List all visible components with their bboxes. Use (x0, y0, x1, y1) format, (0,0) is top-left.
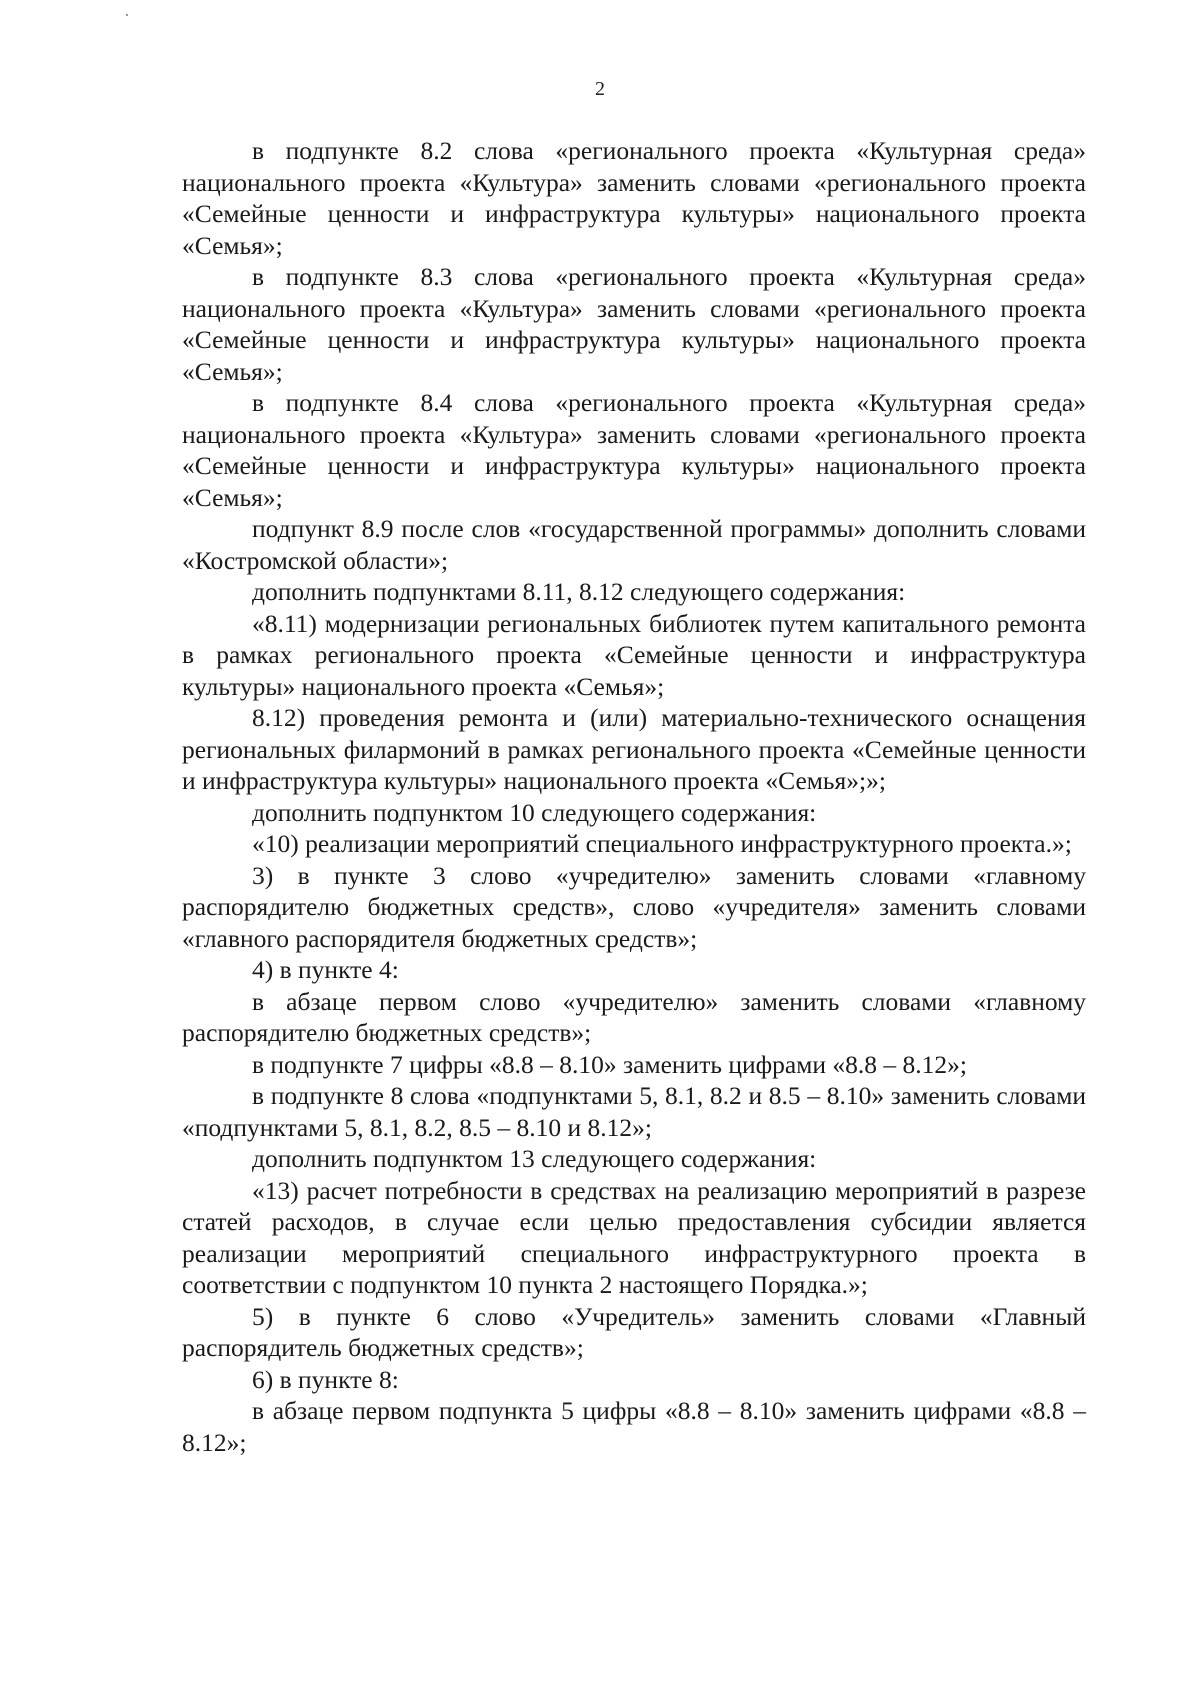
paragraph: 6) в пункте 8: (252, 1364, 399, 1394)
paragraph: в подпункте 7 цифры «8.8 – 8.10» заменить цифрами «8.8 – 8.12»; (252, 1049, 967, 1079)
paragraph: «10) реализации мероприятий специального инфраструктурного проекта.»; (252, 829, 1072, 858)
paragraph: в абзаце первом подпункта 5 цифры «8.8 – 8.10» заменить цифрами «8.8 – 8.12»; (182, 1396, 1086, 1457)
scan-artifact (126, 14, 128, 16)
paragraph: 8.12) проведения ремонта и (или) материально-технического оснащения региональных филармоний в рамках регионального проекта «Семейные ценности и инфраструктура культуры» национального проекта «Семья»;»; (182, 703, 1086, 795)
paragraph: «13) расчет потребности в средствах на реализацию мероприятий в разрезе статей расходов, в случае если целью предоставления субсидии является реализации мероприятий специального инфраструктурного проекта в соответствии с подпунктом 10 пункта 2 настоящего Порядка.»; (182, 1175, 1086, 1299)
paragraph: 4) в пункте 4: (252, 955, 399, 984)
paragraph: 3) в пункте 3 слово «учредителю» заменить словами «главному распорядителю бюджетных средств», слово «учредителя» заменить словами «главного распорядителя бюджетных средств»; (182, 860, 1086, 953)
paragraph: в подпункте 8 слова «подпунктами 5, 8.1, 8.2 и 8.5 – 8.10» заменить словами «подпунктами 5, 8.1, 8.2, 8.5 – 8.10 и 8.12»; (182, 1081, 1086, 1142)
page-number: 2 (595, 78, 605, 100)
paragraph: «8.11) модернизации региональных библиотек путем капитального ремонта в рамках регионального проекта «Семейные ценности и инфраструктура культуры» национального проекта «Семья»; (182, 608, 1086, 701)
paragraph: дополнить подпунктами 8.11, 8.12 следующего содержания: (252, 577, 906, 606)
paragraph: в подпункте 8.4 слова «регионального проекта «Культурная среда» национального проекта «Культура» заменить словами «регионального проекта «Семейные ценности и инфраструктура культуры» национального проекта «Семья»; (182, 388, 1086, 512)
paragraph: в подпункте 8.2 слова «регионального проекта «Культурная среда» национального проекта «Культура» заменить словами «регионального проекта «Семейные ценности и инфраструктура культуры» национального проекта «Семья»; (182, 136, 1086, 260)
paragraph: дополнить подпунктом 10 следующего содержания: (252, 797, 817, 827)
paragraph: 5) в пункте 6 слово «Учредитель» заменить словами «Главный распорядитель бюджетных средств»; (182, 1301, 1086, 1362)
document-body (182, 135, 1086, 1458)
paragraph: дополнить подпунктом 13 следующего содержания: (252, 1144, 817, 1173)
paragraph: в абзаце первом слово «учредителю» заменить словами «главному распорядителю бюджетных средств»; (182, 986, 1086, 1047)
paragraph: подпункт 8.9 после слов «государственной программы» дополнить словами «Костромской области»; (182, 514, 1086, 575)
paragraph: в подпункте 8.3 слова «регионального проекта «Культурная среда» национального проекта «Культура» заменить словами «регионального проекта «Семейные ценности и инфраструктура культуры» национального проекта «Семья»; (182, 262, 1086, 386)
